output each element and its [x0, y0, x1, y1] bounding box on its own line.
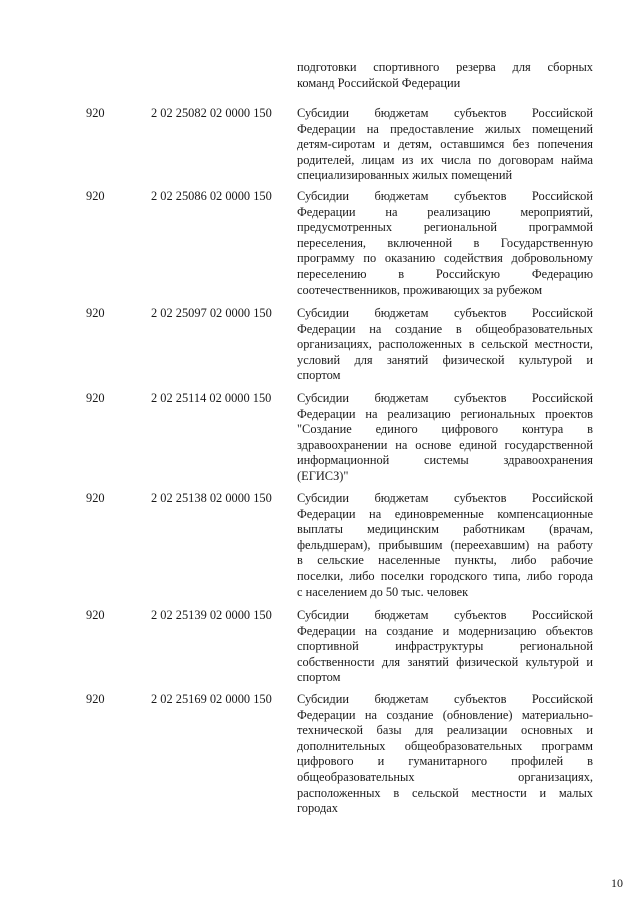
budget-classification-code: 2 02 25139 02 0000 150 — [151, 608, 272, 622]
description-line: детям-сиротам и детям, оставшимся без попечения — [297, 137, 593, 152]
description-line: выплаты медицинским работникам (врачам, — [297, 522, 593, 537]
description-line: Субсидии бюджетам субъектов Российской — [297, 608, 593, 622]
continuation-description — [297, 60, 593, 91]
description-line: программу по оказанию содействия добровольному — [297, 251, 593, 266]
description-line: родителей, лицам из их числа по договорам найма — [297, 152, 593, 167]
description-line: предусмотренных региональной программой — [297, 220, 593, 235]
admin-code: 920 — [86, 306, 105, 320]
description-line: с населением до 50 тыс. человек — [297, 584, 469, 599]
admin-code: 920 — [86, 491, 105, 505]
description-line: переселению в Российскую Федерацию — [297, 266, 593, 281]
description-line: дополнительных общеобразовательных программ — [297, 738, 593, 753]
description-line: условий для занятий физической культурой и — [297, 352, 593, 367]
description-line: спортом — [297, 368, 341, 383]
admin-code: 920 — [86, 692, 105, 706]
budget-classification-code: 2 02 25097 02 0000 150 — [151, 306, 272, 320]
description-line: специализированных жилых помещений — [297, 168, 513, 183]
description-line: фельдшерам), прибывшим (переехавшим) на работу — [297, 537, 593, 552]
admin-code: 920 — [86, 106, 105, 120]
page-number: 10 — [611, 876, 623, 890]
description-line: Федерации на реализацию региональных проектов — [297, 406, 593, 421]
description-line: подготовки спортивного резерва для сборных — [297, 60, 593, 74]
description-line: Субсидии бюджетам субъектов Российской — [297, 692, 593, 706]
budget-classification-code: 2 02 25082 02 0000 150 — [151, 106, 272, 120]
description-line: Федерации на единовременные компенсационные — [297, 506, 593, 521]
income-description — [297, 306, 593, 384]
description-line: Федерации на создание в общеобразовательных — [297, 321, 593, 336]
description-line: в сельские населенные пункты, либо рабочие — [297, 553, 593, 568]
description-line: спортивной инфраструктуры региональной — [297, 639, 593, 654]
income-description — [297, 491, 593, 600]
description-line: поселки, либо поселки городского типа, либо города — [297, 568, 593, 583]
description-line: организациях, расположенных в сельской местности, — [297, 337, 593, 352]
description-line: переселения, включенной в Государственную — [297, 235, 593, 250]
description-line: (ЕГИСЗ)" — [297, 468, 349, 483]
description-line: городах — [297, 801, 339, 816]
description-line: Федерации на создание (обновление) материально- — [297, 707, 593, 722]
description-line: Субсидии бюджетам субъектов Российской — [297, 306, 593, 320]
income-description — [297, 391, 593, 485]
budget-classification-code: 2 02 25169 02 0000 150 — [151, 692, 272, 706]
budget-classification-code: 2 02 25086 02 0000 150 — [151, 189, 272, 203]
description-line: "Создание единого цифрового контура в — [297, 422, 593, 437]
income-description — [297, 692, 593, 817]
description-line: команд Российской Федерации — [297, 75, 461, 90]
description-line: расположенных в сельской местности и малых — [297, 785, 593, 800]
description-line: цифрового и гуманитарного профилей в — [297, 754, 593, 769]
admin-code: 920 — [86, 608, 105, 622]
budget-classification-code: 2 02 25114 02 0000 150 — [151, 391, 272, 405]
income-description — [297, 189, 593, 298]
description-line: информационной системы здравоохранения — [297, 453, 593, 468]
admin-code: 920 — [86, 189, 105, 203]
description-line: Субсидии бюджетам субъектов Российской — [297, 189, 593, 203]
description-line: собственности для занятий физической культурой и — [297, 654, 593, 669]
description-line: общеобразовательных организациях, — [297, 769, 593, 784]
description-line: Федерации на создание и модернизацию объектов — [297, 623, 593, 638]
description-line: соотечественников, проживающих за рубежом — [297, 282, 543, 297]
description-line: Федерации на предоставление жилых помещений — [297, 121, 593, 136]
description-line: здравоохранении на основе единой государственной — [297, 437, 593, 452]
income-description — [297, 608, 593, 686]
description-line: спортом — [297, 670, 341, 685]
income-description — [297, 106, 593, 184]
admin-code: 920 — [86, 391, 105, 405]
description-line: Федерации на реализацию мероприятий, — [297, 204, 593, 219]
description-line: Субсидии бюджетам субъектов Российской — [297, 491, 593, 505]
budget-classification-code: 2 02 25138 02 0000 150 — [151, 491, 272, 505]
description-line: технической базы для реализации основных и — [297, 723, 593, 738]
description-line: Субсидии бюджетам субъектов Российской — [297, 106, 593, 120]
description-line: Субсидии бюджетам субъектов Российской — [297, 391, 593, 405]
